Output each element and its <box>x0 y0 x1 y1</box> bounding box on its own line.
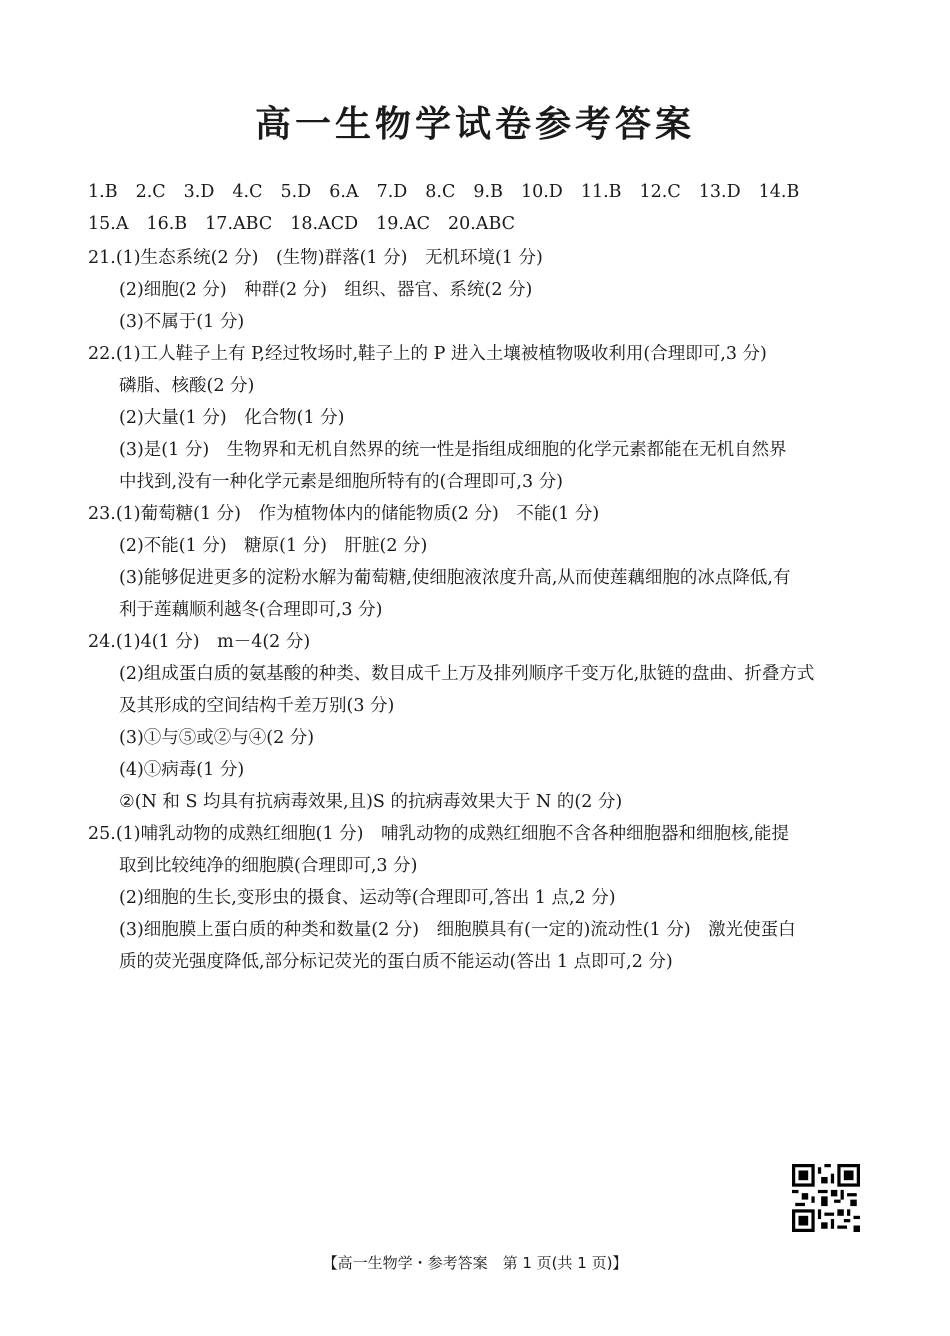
answer-line: 25.(1)哺乳动物的成熟红细胞(1 分) 哺乳动物的成熟红细胞不含各种细胞器和细胞核,能提 <box>88 824 790 844</box>
answer-line: 21.(1)生态系统(2 分) (生物)群落(1 分) 无机环境(1 分) <box>88 248 543 268</box>
choice-answer: 12.C <box>639 182 681 202</box>
choice-answer: 1.B <box>88 182 118 202</box>
choice-answer: 8.C <box>425 182 456 202</box>
answer-line: (4)①病毒(1 分) <box>119 760 245 780</box>
answer-line: (2)大量(1 分) 化合物(1 分) <box>119 408 345 428</box>
choice-answer: 16.B <box>146 214 188 234</box>
choice-answer: 17.ABC <box>205 214 273 234</box>
answer-line: (2)组成蛋白质的氨基酸的种类、数目成千上万及排列顺序千变万化,肽链的盘曲、折叠方式 <box>119 664 815 684</box>
answer-line: 磷脂、核酸(2 分) <box>119 376 255 396</box>
answer-line: (2)细胞的生长,变形虫的摄食、运动等(合理即可,答出 1 点,2 分) <box>119 888 616 908</box>
answer-line: (3)能够促进更多的淀粉水解为葡萄糖,使细胞液浓度升高,从而使莲藕细胞的冰点降低,有 <box>119 568 791 588</box>
choice-answer: 6.A <box>329 182 359 202</box>
answer-line: ②(N 和 S 均具有抗病毒效果,且)S 的抗病毒效果大于 N 的(2 分) <box>119 792 623 812</box>
answer-line: (2)细胞(2 分) 种群(2 分) 组织、器官、系统(2 分) <box>119 280 533 300</box>
choice-answer: 4.C <box>232 182 263 202</box>
choice-answer: 3.D <box>183 182 215 202</box>
answer-line: (3)①与⑤或②与④(2 分) <box>119 728 315 748</box>
choice-answer: 9.B <box>473 182 503 202</box>
choice-answer: 13.D <box>698 182 741 202</box>
answer-line: (3)不属于(1 分) <box>119 312 245 332</box>
choice-answer: 10.D <box>520 182 563 202</box>
answer-line: 24.(1)4(1 分) m－4(2 分) <box>88 632 311 652</box>
answer-line: 取到比较纯净的细胞膜(合理即可,3 分) <box>119 856 418 876</box>
choice-answer: 15.A <box>88 214 129 234</box>
choice-answer: 19.AC <box>376 214 430 234</box>
choice-answer: 14.B <box>758 182 800 202</box>
answer-line: 23.(1)葡萄糖(1 分) 作为植物体内的储能物质(2 分) 不能(1 分) <box>88 504 600 524</box>
page-title: 高一生物学试卷参考答案 <box>254 104 695 145</box>
answer-line: 利于莲藕顺利越冬(合理即可,3 分) <box>119 600 383 620</box>
answer-line: (2)不能(1 分) 糖原(1 分) 肝脏(2 分) <box>119 536 428 556</box>
page-footer: 【高一生物学・参考答案 第 1 页(共 1 页)】 <box>322 1254 628 1272</box>
answer-line: 质的荧光强度降低,部分标记荧光的蛋白质不能运动(答出 1 点即可,2 分) <box>119 952 673 972</box>
answer-line: 22.(1)工人鞋子上有 P,经过牧场时,鞋子上的 P 进入土壤被植物吸收利用(合理即可,3 分) <box>88 344 767 364</box>
qr-code-icon <box>792 1164 860 1232</box>
answer-line: (3)是(1 分) 生物界和无机自然界的统一性是指组成细胞的化学元素都能在无机自然界 <box>119 440 787 460</box>
answer-line: (3)细胞膜上蛋白质的种类和数量(2 分) 细胞膜具有(一定的)流动性(1 分) 激光使蛋白 <box>119 920 796 940</box>
choice-answer: 18.ACD <box>290 214 359 234</box>
answer-line: 中找到,没有一种化学元素是细胞所特有的(合理即可,3 分) <box>119 472 563 492</box>
choice-answers-row-2 <box>88 214 533 234</box>
choice-answer: 5.D <box>280 182 312 202</box>
choice-answer: 7.D <box>376 182 408 202</box>
choice-answers-row-1 <box>88 182 817 202</box>
choice-answer: 11.B <box>580 182 622 202</box>
choice-answer: 20.ABC <box>447 214 516 234</box>
choice-answer: 2.C <box>135 182 166 202</box>
answer-line: 及其形成的空间结构千差万别(3 分) <box>119 696 395 716</box>
